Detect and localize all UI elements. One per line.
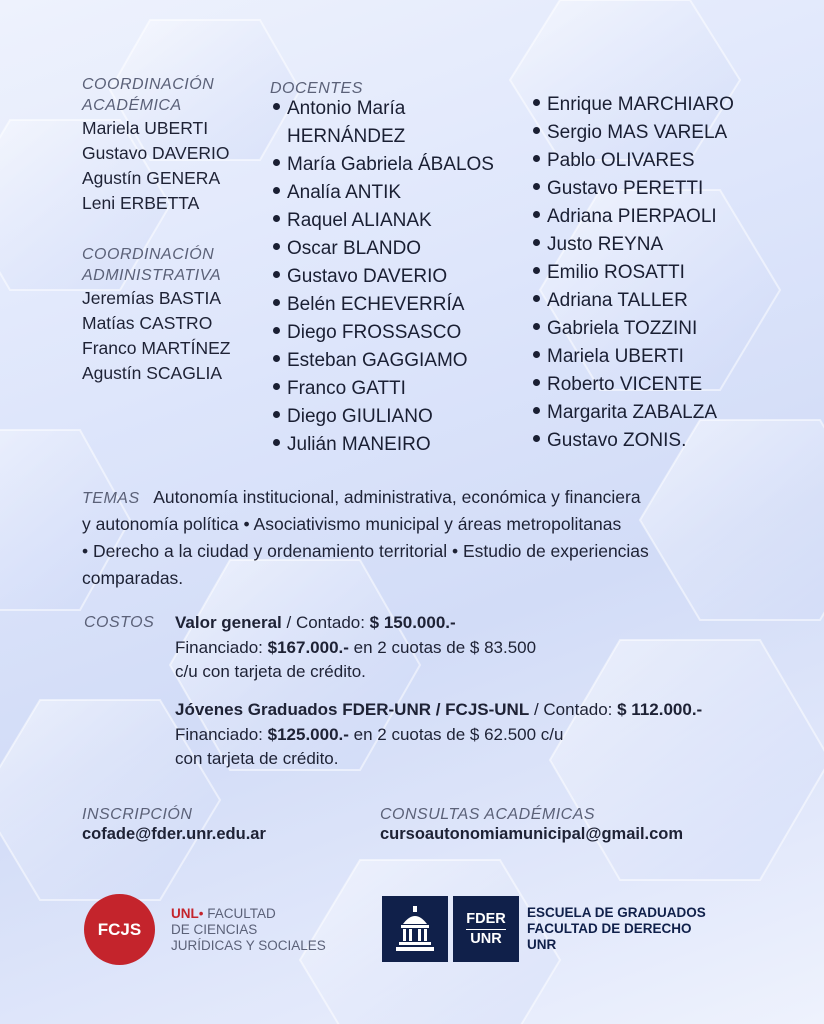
fcjs-line: DE CIENCIAS [171,922,258,937]
docente-item [530,315,790,343]
bullet-icon [533,211,540,218]
temas-line: Derecho a la ciudad y ordenamiento territorial [93,541,448,561]
temas-line: comparadas. [82,568,184,588]
bullet-icon [273,159,280,166]
temas-line: Asociativismo municipal y áreas metropolitanas [253,514,622,534]
building-dome-icon [382,896,448,962]
bullet-icon [533,323,540,330]
contado-label: / Contado: [281,613,370,632]
consultas-email-link[interactable]: cursoautonomiamunicipal@gmail.com [380,825,684,843]
docentes-label: DOCENTES [270,80,363,97]
fcjs-logo-text [171,906,326,954]
bullet-icon [273,271,280,278]
fder-line: FACULTAD DE DERECHO [527,921,692,936]
docente-name: Gustavo PERETTI [547,178,704,199]
cuotas-text: en 2 cuotas de $ 62.500 c/u [348,724,564,744]
docente-name: Julián MANEIRO [287,434,431,455]
tarjeta-text: con tarjeta de crédito. [175,749,339,768]
bullet-icon [533,407,540,414]
docente-item [530,427,790,455]
docente-name: Roberto VICENTE [547,374,703,395]
coordinacion-administrativa [82,244,262,386]
docente-name: Diego FROSSASCO [287,322,462,343]
bullet-icon [533,267,540,274]
docente-name: Margarita ZABALZA [547,402,717,423]
docente-item [270,151,532,179]
docente-name: Justo REYNA [547,234,664,255]
docente-item [530,371,790,399]
inscripcion [82,804,266,844]
fder-badge-line: FDER [466,910,506,927]
fder-badge-line: UNR [470,930,502,947]
temas-label: TEMAS [82,490,140,507]
bullet-icon [533,183,540,190]
fder-logo-text [527,905,706,953]
docente-name: Adriana TALLER [547,290,688,311]
bullet-icon [533,239,540,246]
costo-jovenes-financiado: $125.000.- [267,724,349,744]
docente-item [530,287,790,315]
docente-item [530,343,790,371]
coord-academica-name: Mariela UBERTI [82,118,209,138]
docente-name: Adriana PIERPAOLI [547,206,717,227]
costo-general [175,611,775,685]
bullet-icon [273,327,280,334]
coord-administrativa-name: Agustín SCAGLIA [82,363,223,383]
docente-item [270,235,532,263]
bullet-icon [273,215,280,222]
docente-item [270,291,532,319]
costos-label: COSTOS [84,614,155,631]
temas-line: Autonomía institucional, administrativa, económica y financiera [153,487,641,507]
docente-item [270,347,532,375]
costo-jovenes [175,698,785,772]
bullet-icon [533,155,540,162]
costo-jovenes-contado: $ 112.000.- [617,700,703,719]
bullet-icon [273,299,280,306]
separator: • [198,906,204,921]
temas-line: Estudio de experiencias [462,541,649,561]
bullet-icon [273,411,280,418]
costo-general-title: Valor general [175,613,282,632]
coord-administrativa-label-1: COORDINACIÓN [82,246,215,263]
costo-general-contado: $ 150.000.- [369,613,456,632]
financiado-label: Financiado: [175,637,268,657]
docente-item-cont: HERNÁNDEZ [287,126,406,147]
docente-name: Sergio MAS VARELA [547,122,728,143]
docente-item [530,91,790,119]
docente-name: Mariela UBERTI [547,346,684,367]
docentes-column-1 [270,78,532,459]
docente-item [530,175,790,203]
docente-name: Analía ANTIK [287,182,402,203]
bullet-icon [273,243,280,250]
financiado-label: Financiado: [175,724,268,744]
docente-name: Emilio ROSATTI [547,262,685,283]
docente-item [270,403,532,431]
docente-item [270,431,532,459]
docente-name: Pablo OLIVARES [547,150,695,171]
costo-general-financiado: $167.000.- [267,637,349,657]
bullet-icon [533,99,540,106]
docente-name: Oscar BLANDO [287,238,422,259]
coord-administrativa-name: Franco MARTÍNEZ [82,338,231,358]
consultas [380,804,683,844]
docente-item [530,399,790,427]
docente-name: Belén ECHEVERRÍA [287,294,465,315]
docente-item [270,263,532,291]
bullet-icon [273,439,280,446]
inscripcion-email-link[interactable]: cofade@fder.unr.edu.ar [82,825,266,843]
contado-label: / Contado: [529,700,618,719]
fder-badge-divider [466,929,506,930]
bullet-icon: • [451,541,459,561]
cuotas-text: en 2 cuotas de $ 83.500 [348,637,537,657]
coord-academica-name: Gustavo DAVERIO [82,143,230,163]
docente-item [530,231,790,259]
bullet-icon [533,435,540,442]
unl-text: UNL [171,906,199,921]
coord-administrativa-name: Jeremías BASTIA [82,288,222,308]
temas-line: y autonomía política [82,514,239,534]
fcjs-line: FACULTAD [207,906,276,921]
bullet-icon [533,379,540,386]
docente-name: Enrique MARCHIARO [547,94,734,115]
fder-line: UNR [527,937,557,952]
docentes-column-2 [530,91,790,455]
docente-name: Gustavo ZONIS. [547,430,687,451]
docente-item [270,179,532,207]
coord-academica-label-2: ACADÉMICA [82,97,182,114]
docente-name: Gabriela TOZZINI [547,318,698,339]
bullet-icon: • [243,514,250,534]
fcjs-badge-text: FCJS [97,919,142,939]
docente-item [530,259,790,287]
docente-item [270,319,532,347]
bullet-icon [273,187,280,194]
bullet-icon [273,355,280,362]
docente-name: Esteban GAGGIAMO [287,350,468,371]
coord-administrativa-name: Matías CASTRO [82,313,213,333]
bullet-icon: • [82,541,89,561]
fcjs-badge [84,894,155,965]
coord-academica-name: Agustín GENERA [82,168,221,188]
bullet-icon [533,295,540,302]
fcjs-line: JURÍDICAS Y SOCIALES [171,938,326,953]
fcjs-logo [84,894,354,966]
docente-item [530,203,790,231]
docente-item [270,207,532,235]
bullet-icon [273,383,280,390]
docente-name: María Gabriela ÁBALOS [287,154,494,175]
docente-name: Franco GATTI [287,378,406,399]
docente-name: Gustavo DAVERIO [287,266,448,287]
docente-item [270,375,532,403]
docente-item [530,119,790,147]
tarjeta-text: c/u con tarjeta de crédito. [175,662,366,681]
coord-academica-name: Leni ERBETTA [82,193,200,213]
docente-item: Antonio María [270,95,532,123]
costo-jovenes-title: Jóvenes Graduados FDER-UNR / FCJS-UNL [175,700,530,719]
fder-line: ESCUELA DE GRADUADOS [527,905,706,920]
coordinacion-academica [82,74,262,216]
bullet-icon [273,103,280,110]
coord-academica-label-1: COORDINACIÓN [82,76,215,93]
inscripcion-label: INSCRIPCIÓN [82,806,193,823]
bullet-icon [533,351,540,358]
bullet-icon [533,127,540,134]
docente-item [530,147,790,175]
docente-name: Raquel ALIANAK [287,210,432,231]
fder-logo [382,896,762,962]
temas-section [82,484,772,592]
consultas-label: CONSULTAS ACADÉMICAS [380,806,596,823]
coord-administrativa-label-2: ADMINISTRATIVA [82,267,222,284]
fder-badge [453,896,519,962]
docente-name: Diego GIULIANO [287,406,433,427]
